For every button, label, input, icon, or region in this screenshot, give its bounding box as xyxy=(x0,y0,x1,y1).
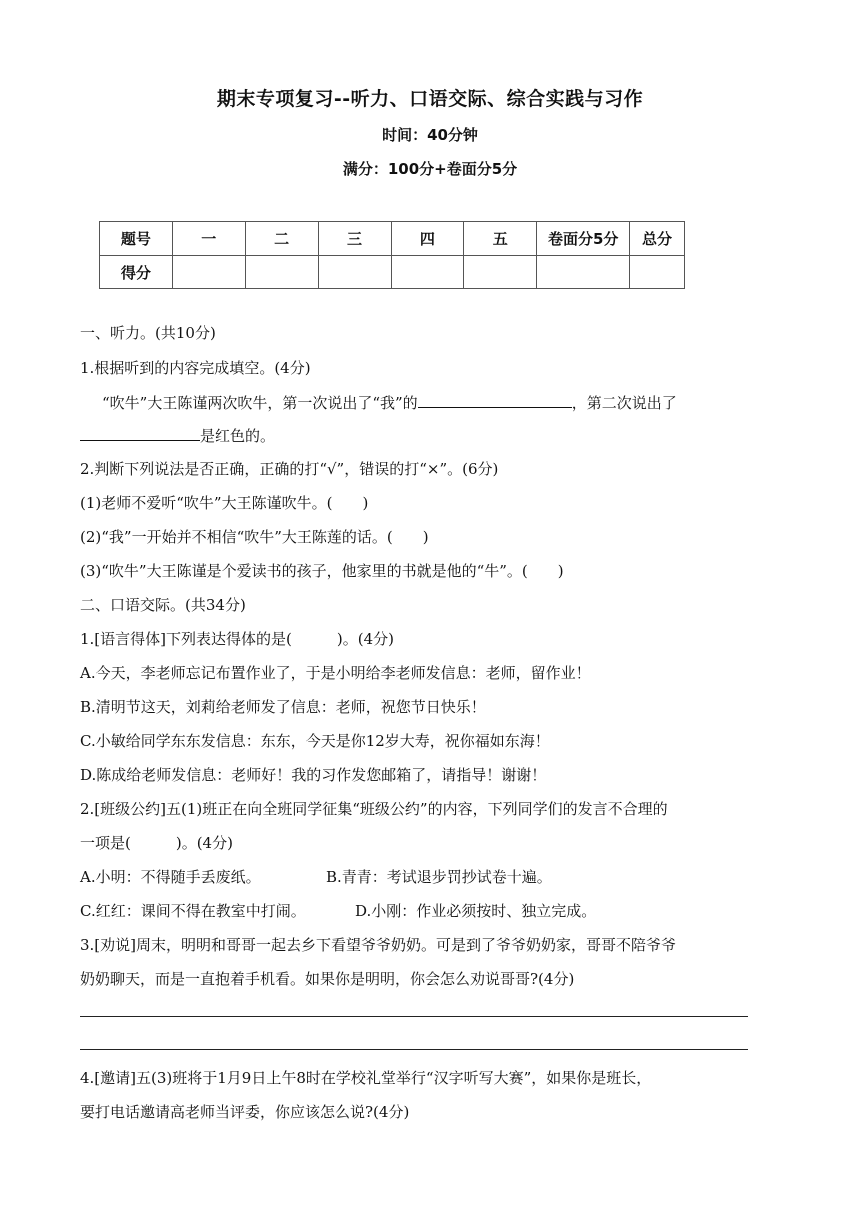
s2-q3-line1: 3.[劝说]周末，明明和哥哥一起去乡下看望爷爷奶奶。可是到了爷爷奶奶家，哥哥不陪爷爷 xyxy=(80,936,677,954)
s2-q2-option-c: C.红红：课间不得在教室中打闹。 xyxy=(80,902,306,920)
s1-q2-item: (1)老师不爱听“吹牛”大王陈谨吹牛。( ) xyxy=(80,494,369,512)
section2-heading: 二、口语交际。(共34分) xyxy=(80,596,246,614)
fill-blank-1[interactable] xyxy=(418,393,572,408)
score-table-header-cell: 总分 xyxy=(630,222,685,256)
score-table xyxy=(99,221,685,289)
s2-q1-option: C.小敏给同学东东发信息：东东，今天是你12岁大寿，祝你福如东海！ xyxy=(80,732,550,750)
s2-q2-option-a: A.小明：不得随手丢废纸。 xyxy=(80,868,261,886)
score-cell[interactable] xyxy=(245,256,318,289)
s2-q1-option: A.今天，李老师忘记布置作业了，于是小明给李老师发信息：老师，留作业！ xyxy=(80,664,591,682)
score-cell[interactable] xyxy=(630,256,685,289)
s2-q4-line2: 要打电话邀请高老师当评委，你应该怎么说?(4分) xyxy=(80,1103,410,1121)
s2-q2-prompt-line1: 2.[班级公约]五(1)班正在向全班同学征集“班级公约”的内容，下列同学们的发言不合理的 xyxy=(80,800,668,818)
exam-time: 时间：40分钟 xyxy=(382,126,478,144)
s1-q1-text-after: 是红色的。 xyxy=(200,427,276,445)
s2-q1-option: B.清明节这天，刘莉给老师发了信息：老师，祝您节日快乐！ xyxy=(80,698,486,716)
s1-q1-text-before: “吹牛”大王陈谨两次吹牛，第一次说出了“我”的 xyxy=(102,394,418,412)
s1-q1-fill-line2 xyxy=(80,426,275,446)
score-cell[interactable] xyxy=(318,256,391,289)
page-title: 期末专项复习--听力、口语交际、综合实践与习作 xyxy=(216,88,644,110)
s2-q2-option-d: D.小刚：作业必须按时、独立完成。 xyxy=(355,902,597,920)
score-cell[interactable] xyxy=(172,256,245,289)
s1-q2-item: (3)“吹牛”大王陈谨是个爱读书的孩子，他家里的书就是他的“牛”。( ) xyxy=(80,562,564,580)
score-row-label: 得分 xyxy=(100,256,173,289)
s2-q4-line1: 4.[邀请]五(3)班将于1月9日上午8时在学校礼堂举行“汉字听写大赛”，如果你是班长， xyxy=(80,1069,652,1087)
fill-blank-2[interactable] xyxy=(80,426,200,441)
s1-q1-fill-line xyxy=(102,393,677,413)
answer-line[interactable] xyxy=(80,1049,748,1050)
score-table-header-cell: 二 xyxy=(245,222,318,256)
score-table-header-cell: 卷面分5分 xyxy=(537,222,630,256)
s2-q3-line2: 奶奶聊天，而是一直抱着手机看。如果你是明明，你会怎么劝说哥哥?(4分) xyxy=(80,970,575,988)
s1-q1-prompt: 1.根据听到的内容完成填空。(4分) xyxy=(80,359,311,377)
score-table-header-cell: 五 xyxy=(464,222,537,256)
s2-q1-option: D.陈成给老师发信息：老师好！我的习作发您邮箱了，请指导！谢谢！ xyxy=(80,766,547,784)
full-score: 满分：100分+卷面分5分 xyxy=(342,160,518,178)
s1-q1-text-middle: ，第二次说出了 xyxy=(571,394,677,412)
s2-q2-prompt-line2: 一项是( )。(4分) xyxy=(80,834,233,852)
score-table-header-cell: 三 xyxy=(318,222,391,256)
score-table-header-row xyxy=(100,222,685,256)
s1-q2-prompt: 2.判断下列说法是否正确，正确的打“√”，错误的打“×”。(6分) xyxy=(80,460,499,478)
score-cell[interactable] xyxy=(537,256,630,289)
score-cell[interactable] xyxy=(391,256,464,289)
s2-q1-prompt: 1.[语言得体]下列表达得体的是( )。(4分) xyxy=(80,630,394,648)
score-table-header-cell: 四 xyxy=(391,222,464,256)
s1-q2-item: (2)“我”一开始并不相信“吹牛”大王陈莲的话。( ) xyxy=(80,528,429,546)
score-cell[interactable] xyxy=(464,256,537,289)
score-table-score-row xyxy=(100,256,685,289)
score-table-header-cell: 一 xyxy=(172,222,245,256)
s2-q2-option-b: B.青青：考试退步罚抄试卷十遍。 xyxy=(326,868,552,886)
score-table-header-cell: 题号 xyxy=(100,222,173,256)
section1-heading: 一、听力。(共10分) xyxy=(80,324,216,342)
answer-line[interactable] xyxy=(80,1016,748,1017)
